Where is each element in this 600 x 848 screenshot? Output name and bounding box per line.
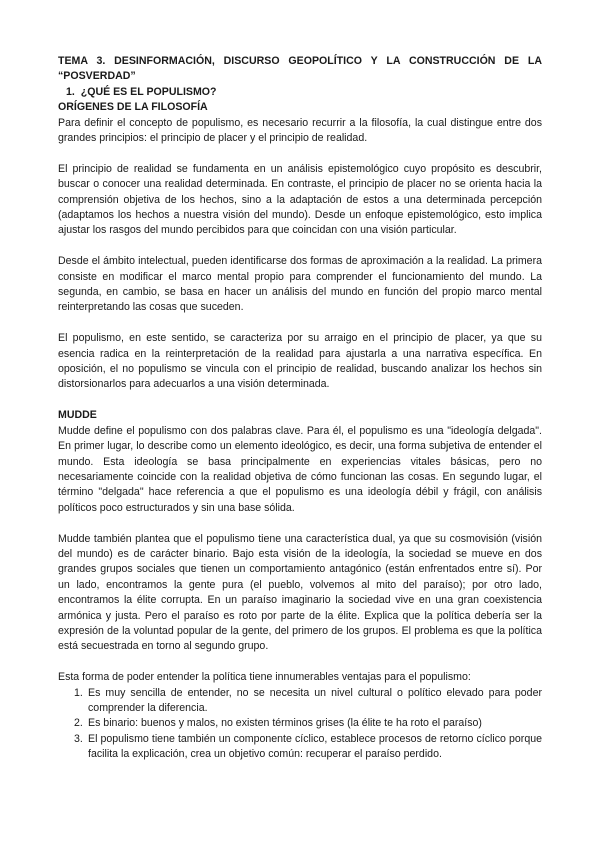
paragraph: Desde el ámbito intelectual, pueden identificarse dos formas de aproximación a la realidad. La primera consiste en modificar el marco mental propio para comprender el funcionamiento del mundo. La segunda, en cambio, se basa en hacer un análisis del mundo en función del propio marco mental reinterpretando las cosas que suceden.: [58, 255, 542, 314]
paragraph: Esta forma de poder entender la política tiene innumerables ventajas para el populismo:: [58, 671, 471, 684]
paragraph: Mudde define el populismo con dos palabras clave. Para él, el populismo es una "ideología delgada". En primer lugar, lo describe como un elemento ideológico, es decir, una forma subjetiva de entender el mundo. Esta ideología se basa principalmente en experiencias vitales básicas, pero no necesariamente coincide con la realidad objetiva de cómo funcionan las cosas. En segundo lugar, el término "delgada" hace referencia a que el populismo es una ideología débil y frágil, con análisis políticos poco estructurados y sin una base sólida.: [58, 424, 542, 514]
section-heading-text: ¿QUÉ ES EL POPULISMO?: [80, 85, 217, 98]
list-item-text: Es binario: buenos y malos, no existen términos grises (la élite te ha roto el paraíso): [88, 717, 482, 730]
list-item: [58, 732, 542, 763]
paragraph: El principio de realidad se fundamenta en un análisis epistemológico cuyo propósito es descubrir, buscar o conocer una realidad determinada. En contraste, el principio de placer no se orienta hacia la comprensión objetiva de los hechos, sino a la adaptación de estos a una determinada percepción (adaptamos los hechos a nuestra visión del mundo). Desde un enfoque epistemológico, esto implica ajustar los rasgos del mundo percibidos para que coincidan con una visión particular.: [58, 162, 542, 237]
paragraph: Mudde también plantea que el populismo tiene una característica dual, ya que su cosmovisión (visión del mundo) es de carácter binario. Bajo esta visión de la ideología, la sociedad se mueve en dos grandes grupos sociales que tienen un comportamiento antagónico (están enfrentados entre sí). Por un lado, encontramos la gente pura (el pueblo, volvemos al mito del paraíso); por otro lado, encontramos la élite corrupta. En un paraíso imaginario la sociedad vive en una gran coexistencia armónica y justa. Pero el paraíso es roto por parte de la élite. Explica que la política debería ser la expresión de la voluntad popular de la gente, del primero de los grupos. El problema es que la política está secuestrada en torno al segundo grupo.: [58, 532, 542, 653]
subheading-origenes: ORÍGENES DE LA FILOSOFÍA: [58, 101, 208, 114]
list-item: [58, 716, 542, 731]
list-item-text: Es muy sencilla de entender, no se necesita un nivel cultural o político elevado para poder comprender la diferencia.: [88, 686, 542, 714]
subheading-mudde: MUDDE: [58, 409, 97, 422]
list-item-text: El populismo tiene también un componente cíclico, establece procesos de retorno cíclico porque facilita la explicación, crea un objetivo común: recuperar el paraíso perdido.: [88, 732, 542, 761]
section-number: 1.: [66, 85, 75, 98]
list-item-number: 3.: [74, 732, 83, 745]
paragraph: Para definir el concepto de populismo, es necesario recurrir a la filosofía, la cual distingue entre dos grandes principios: el principio de placer y el principio de realidad.: [58, 116, 542, 145]
paragraph: El populismo, en este sentido, se caracteriza por su arraigo en el principio de placer, ya que su esencia radica en la reinterpretación de la realidad para ajustarla a una narrativa específica. En oposición, el no populismo se vincula con el principio de realidad, buscando analizar los hechos sin distorsionarlos para adecuarlos a una visión determinada.: [58, 332, 542, 391]
document-title: TEMA 3. DESINFORMACIÓN, DISCURSO GEOPOLÍTICO Y LA CONSTRUCCIÓN DE LA “POSVERDAD”: [58, 55, 542, 83]
list-item-number: 2.: [74, 717, 83, 730]
advantages-list: [58, 686, 542, 763]
list-item: [58, 686, 542, 717]
section-heading-populismo: [58, 85, 542, 100]
list-item-number: 1.: [74, 686, 83, 699]
document-page: [58, 54, 542, 763]
